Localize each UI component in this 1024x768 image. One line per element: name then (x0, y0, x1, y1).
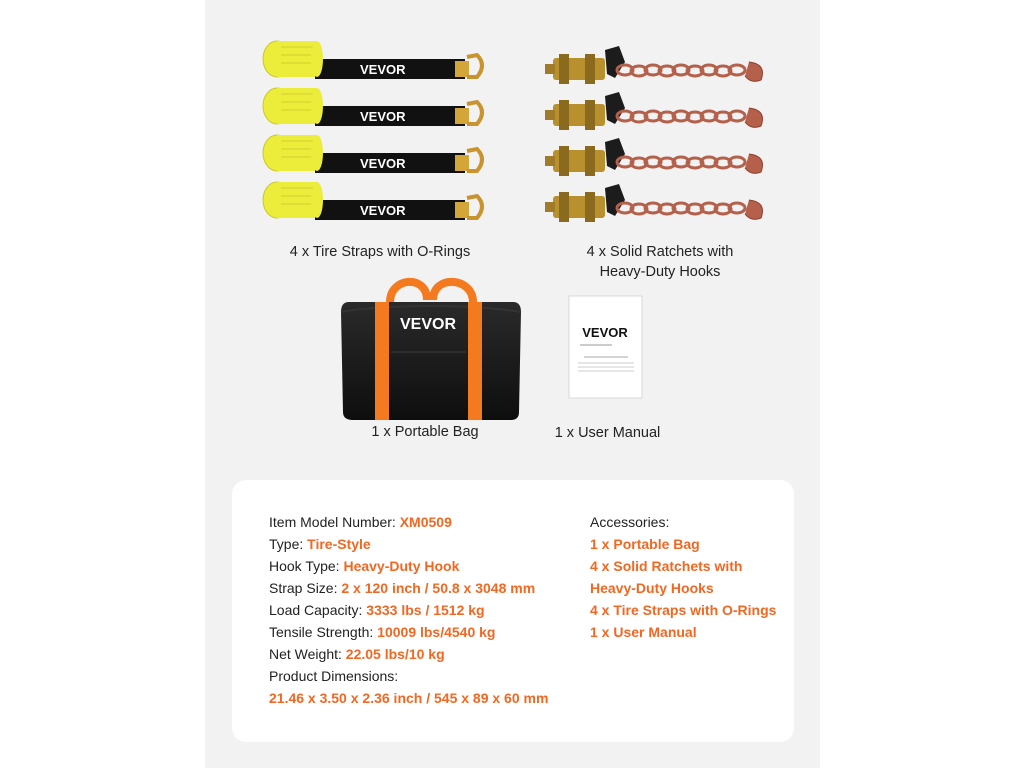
accessories-list (590, 511, 776, 643)
tire-straps-image (255, 35, 495, 235)
spec-value: Tire-Style (307, 536, 371, 552)
spec-label: Strap Size: (269, 580, 342, 596)
spec-label: Net Weight: (269, 646, 346, 662)
tire-straps-caption: 4 x Tire Straps with O-Rings (289, 244, 471, 260)
strap-logo: VEVOR (360, 109, 406, 124)
spec-row (269, 577, 548, 599)
accessory-item: 4 x Tire Straps with O-Rings (590, 602, 777, 618)
ratchets-caption (545, 242, 775, 282)
ratchets-caption-line2: Heavy-Duty Hooks (599, 264, 721, 280)
user-manual-image (568, 295, 644, 400)
manual-caption: 1 x User Manual (554, 425, 661, 441)
ratchet-chain (545, 46, 763, 84)
bag-logo: VEVOR (399, 316, 457, 333)
strap-logo: VEVOR (360, 156, 406, 171)
spec-row (269, 621, 548, 643)
strap-logo: VEVOR (360, 203, 406, 218)
tire-strap (263, 88, 482, 126)
accessory-item: 1 x Portable Bag (590, 536, 700, 552)
tire-strap (263, 41, 482, 79)
accessory-item: Heavy-Duty Hooks (590, 580, 714, 596)
spec-list (269, 511, 548, 709)
spec-label: Item Model Number: (269, 514, 400, 530)
spec-row (269, 511, 548, 533)
spec-row (269, 555, 548, 577)
spec-label: Load Capacity: (269, 602, 367, 618)
spec-card (232, 480, 794, 742)
bag-caption: 1 x Portable Bag (371, 424, 479, 440)
tire-strap (263, 135, 482, 173)
spec-value: XM0509 (399, 514, 452, 530)
spec-label: Hook Type: (269, 558, 344, 574)
spec-label: Tensile Strength: (269, 624, 378, 640)
spec-label: Type: (269, 536, 308, 552)
spec-value: 2 x 120 inch / 50.8 x 3048 mm (341, 580, 536, 596)
spec-value: 3333 lbs / 1512 kg (366, 602, 485, 618)
ratchets-caption-line1: 4 x Solid Ratchets with (586, 244, 734, 260)
spec-value: Heavy-Duty Hook (343, 558, 460, 574)
spec-row (269, 643, 548, 665)
tire-strap (263, 182, 482, 220)
dimensions-value: 21.46 x 3.50 x 2.36 inch / 545 x 89 x 60 mm (269, 690, 549, 706)
ratchet-chain (545, 92, 763, 130)
spec-row (269, 533, 548, 555)
accessory-item: 4 x Solid Ratchets with (590, 558, 743, 574)
spec-row (269, 599, 548, 621)
ratchet-chain (545, 184, 763, 222)
manual-logo: VEVOR (582, 325, 628, 340)
spec-value: 10009 lbs/4540 kg (377, 624, 496, 640)
dimensions-label: Product Dimensions: (269, 668, 399, 684)
accessory-item: 1 x User Manual (590, 624, 697, 640)
spec-value: 22.05 lbs/10 kg (345, 646, 445, 662)
portable-bag-image (335, 272, 525, 422)
ratchet-chain (545, 138, 763, 176)
ratchets-image (545, 40, 770, 235)
accessories-title: Accessories: (590, 514, 670, 530)
strap-logo: VEVOR (360, 62, 406, 77)
